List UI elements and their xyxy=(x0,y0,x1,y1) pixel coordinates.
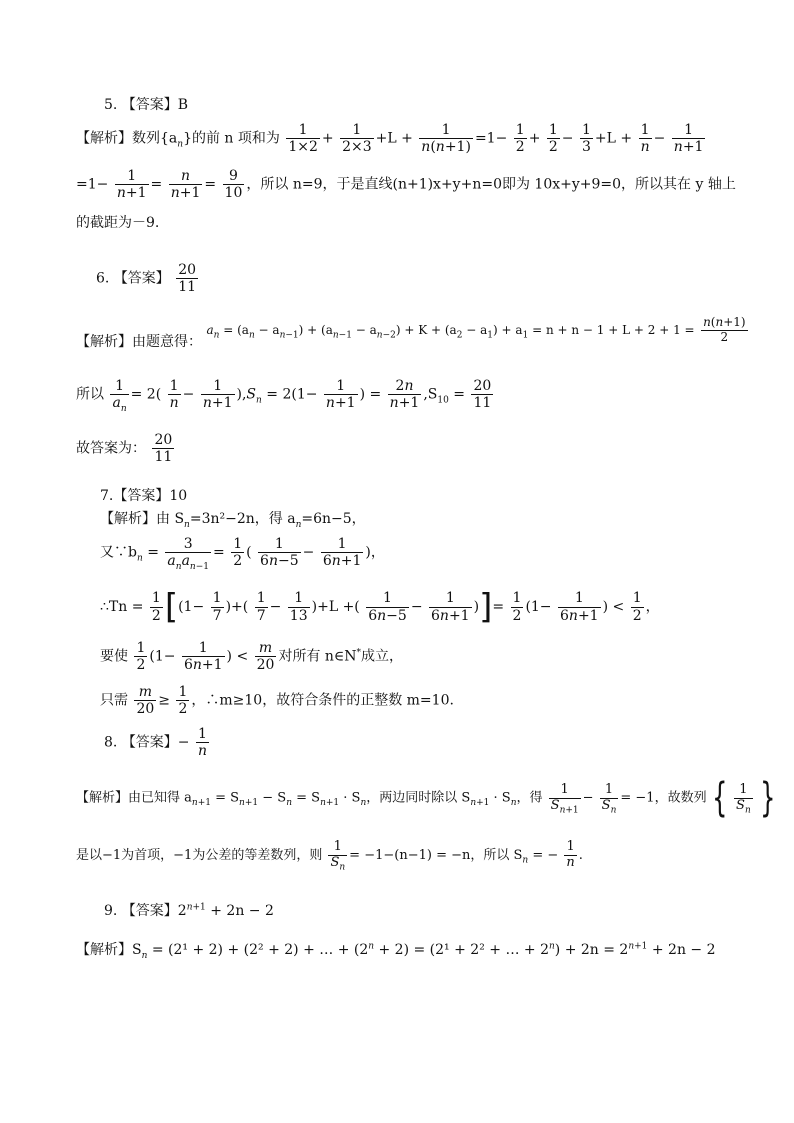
q6-line-3: 故答案为： $\frac{20}{11}$ xyxy=(76,432,173,466)
q5-line-2: =1− $\frac{1}{n+1}$ = $\frac{n}{n+1}$ = $\frac{9}{10}$ ，所以 n=9，于是直线(n+1)x+y+n=0即为 10x+y+9=0，所以其在 y 轴上 xyxy=(76,168,736,202)
q6-line-2: 所以 $\frac{1}{a_n}$ = 2( $\frac{1}{n}$ − $\frac{1}{n+1}$ )$,S_n = 2(1-$ $\frac{1}{n+1}$ ) = $\frac{2n}{n+1}$ $,S_{10}$ = $\frac{20}{11}$ xyxy=(76,378,492,414)
q7-heading: 7.【答案】10 xyxy=(100,488,188,504)
q7-line-2: 又$\because b_n$ = 3 $a_na_{n-1}$ = $\frac{1}{2}$ ( $\frac{1}{6n-5}$ − $\frac{1}{6n+1}$ )， xyxy=(100,536,385,572)
q5-heading: 5. 【答案】B xyxy=(104,97,189,113)
q7-line-5: 只需 $\frac{m}{20}$ ≥ $\frac{1}{2}$ ，∴m≥10，故符合条件的正整数 m=10. xyxy=(100,684,454,718)
q8-line-1: 【解析】由已知得 $a_{n+1} = S_{n+1} - S_n = S_{n+1} \cdot S_n$，两边同时除以 $S_{n+1} \cdot S_n$，得 $\frac{1}{S_{n+1}}$ − $\frac{1}{S_n}$ = −1，故数列 { $\frac{1}{S_n}$ } xyxy=(76,775,776,821)
q8-heading: 8. 【答案】− $\frac{1}{n}$ xyxy=(104,726,208,760)
q5-line-3: 的截距为－9. xyxy=(76,215,160,231)
q6-line-1: 【解析】由题意得： $a_n = (a_n - a_{n-1}) + (a_{n-1} - a_{n-2}) + K + (a_2 - a_1) + a_1 = n + n - 1 + L + 2 + 1$ = $\frac{n(n+1)}{2}$ xyxy=(76,315,746,351)
q7-line-1: 【解析】由 $S_n=3n^2-2n$，得 $a_n=6n-5$， xyxy=(100,511,366,530)
q7-line-4: 要使 $\frac{1}{2}$ (1− $\frac{1}{6n+1}$ ) < $\frac{m}{20}$ 对所有 n∈N*成立， xyxy=(100,640,404,674)
q8-line-2: 是以−1为首项，−1为公差的等差数列，则 $\frac{1}{S_n}$ = −1−(n−1) = −n，所以 $S_n$ = − $\frac{1}{n}$ . xyxy=(76,839,583,873)
q9-line-1: 【解析】$S_n = (2^1 + 2) + (2^2 + 2)$ + … + $(2^n + 2) = (2^1 + 2^2$ + … + $2^n) + 2n = 2^{n+1} + 2n - 2$ xyxy=(76,941,716,961)
q9-heading: 9. 【答案】$2^{n+1} + 2n - 2$ xyxy=(104,902,274,919)
q5-line-1: 【解析】数列$\{a_n\}$的前 n 项和为 $\frac{1}{1\times 2}$ + $\frac{1}{2\times 3}$ +L + $\frac{1}{n(n+1)}$ =1− $\frac{1}{2}$ + $\frac{1}{2}$ − $\frac{1}{3}$ +L + $\frac{1}{n}$ − $\frac{1}{n+1}$ xyxy=(76,122,704,156)
q7-line-3: ∴Tn = $\frac{1}{2}$ [(1− $\frac{1}{7}$ )+( $\frac{1}{7}$ − $\frac{1}{13}$ )+L +( $\frac{1}{6n-5}$ − $\frac{1}{6n+1}$ )]= $\frac{1}{2}$ (1− $\frac{1}{6n+1}$ ) < $\frac{1}{2}$ ， xyxy=(100,587,660,627)
q6-heading: 6. 【答案】 $\frac{20}{11}$ xyxy=(96,262,197,296)
